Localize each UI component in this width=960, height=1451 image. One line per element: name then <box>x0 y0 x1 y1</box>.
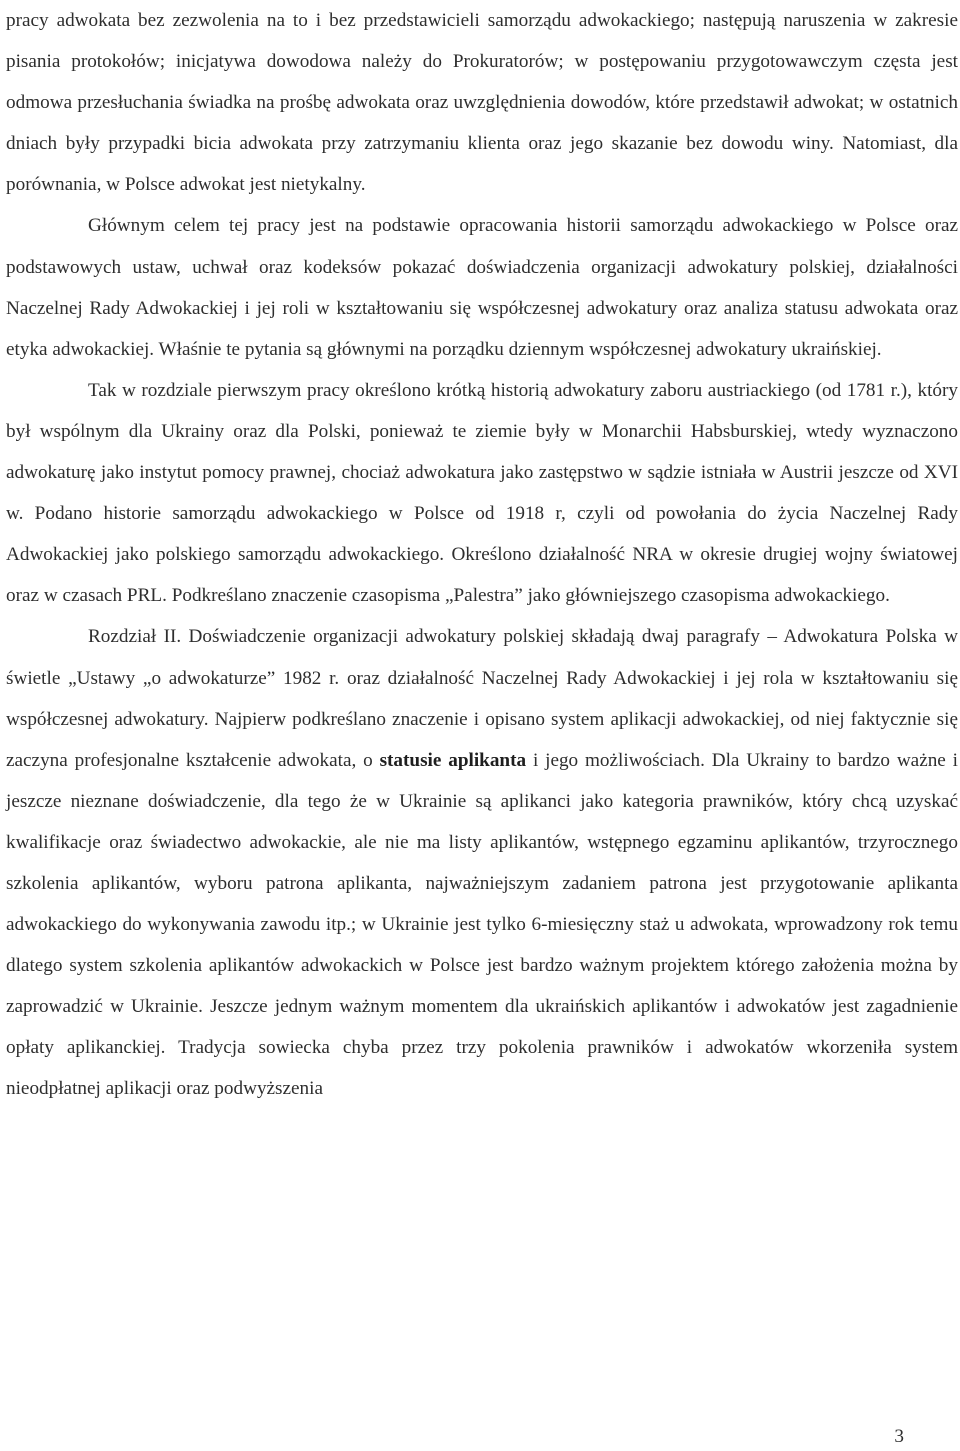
paragraph-4-text-before: Rozdział II. Doświadczenie organizacji adwokatury polskiej składają dwaj paragrafy – Adwokatura Polska w świetle „Ustawy „o adwokaturze” 1982 r. oraz działalność Naczelnej Rady Adwokackiej i jej rola w kształtowaniu się współczesnej adwokatury. Najpierw podkreślano znaczenie i opisano system aplikacji adwokackiej, od niej faktycznie się zaczyna profesjonalne kształcenie adwokata, o <box>6 626 958 771</box>
paragraph-1: pracy adwokata bez zezwolenia na to i bez przedstawicieli samorządu adwokackiego; następują naruszenia w zakresie pisania protokołów; inicjatywa dowodowa należy do Prokuratorów; w postępowaniu przygotowawczym częsta jest odmowa przesłuchania świadka na prośbę adwokata oraz uwzględnienia dowodów, które przedstawił adwokat; w ostatnich dniach były przypadki bicia adwokata przy zatrzymaniu klienta oraz jego skazanie bez dowodu winy. Natomiast, dla porównania, w Polsce adwokat jest nietykalny. <box>6 10 958 196</box>
paragraph-2: Głównym celem tej pracy jest na podstawie opracowania historii samorządu adwokackiego w Polsce oraz podstawowych ustaw, uchwał oraz kodeksów pokazać doświadczenia organizacji adwokatury polskiej, działalności Naczelnej Rady Adwokackiej i jej roli w kształtowaniu się współczesnej adwokatury oraz analiza statusu adwokata oraz etyka adwokackiej. Właśnie te pytania są głównymi na porządku dziennym współczesnej adwokatury ukraińskiej. <box>6 215 958 360</box>
paragraph-4 <box>6 616 958 1109</box>
paragraph-4-text-after: i jego możliwościach. Dla Ukrainy to bardzo ważne i jeszcze nieznane doświadczenie, dla tego że w Ukrainie są aplikanci jako kategoria prawników, który chcą uzyskać kwalifikacje oraz świadectwo adwokackie, ale nie ma listy aplikantów, wstępnego egzaminu aplikantów, trzyrocznego szkolenia aplikantów, wyboru patrona aplikanta, najważniejszym zadaniem patrona jest przygotowanie aplikanta adwokackiego do wykonywania zawodu itp.; w Ukrainie jest tylko 6-miesięczny staż u adwokata, wprowadzony rok temu dlatego system szkolenia aplikantów adwokackich w Polsce jest bardzo ważnym projektem którego założenia można by zaprowadzić w Ukrainie. Jeszcze jednym ważnym momentem dla ukraińskich aplikantów i adwokatów jest zagadnienie opłaty aplikanckiej. Tradycja sowiecka chyba przez trzy pokolenia prawników i adwokatów wkorzeniła system nieodpłatnej aplikacji oraz podwyższenia <box>6 749 958 1100</box>
paragraph-3: Tak w rozdziale pierwszym pracy określono krótką historią adwokatury zaboru austriackiego (od 1781 r.), który był wspólnym dla Ukrainy oraz dla Polski, ponieważ te ziemie były w Monarchii Habsburskiej, wtedy wyznaczono adwokaturę jako instytut pomocy prawnej, chociaż adwokatura jako zastępstwo w sądzie istniała w Austrii jeszcze od XVI w. Podano historie samorządu adwokackiego w Polsce od 1918 r, czyli od powołania do życia Naczelnej Rady Adwokackiej jako polskiego samorządu adwokackiego. Określono działalność NRA w okresie drugiej wojny światowej oraz w czasach PRL. Podkreślano znaczenie czasopisma „Palestra” jako główniejszego czasopisma adwokackiego. <box>6 379 958 607</box>
document-page <box>6 0 958 1110</box>
bold-term-statusie-aplikanta: statusie aplikanta <box>379 749 527 771</box>
page-number: 3 <box>894 1426 904 1447</box>
